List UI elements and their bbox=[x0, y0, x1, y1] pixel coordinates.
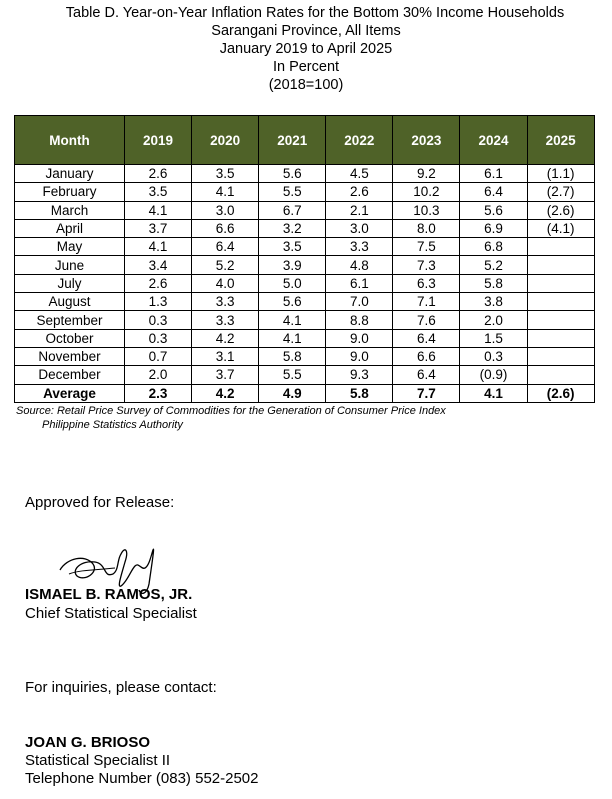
value-cell: 4.1 bbox=[259, 311, 326, 329]
value-cell: 6.9 bbox=[460, 219, 527, 237]
column-header-year: 2021 bbox=[259, 116, 326, 165]
value-cell: 5.2 bbox=[460, 256, 527, 274]
table-row bbox=[15, 274, 595, 292]
value-cell: 4.1 bbox=[125, 238, 192, 256]
value-cell bbox=[527, 238, 594, 256]
table-header-row bbox=[15, 116, 595, 165]
signer-title: Chief Statistical Specialist bbox=[25, 605, 197, 622]
average-value: (2.6) bbox=[527, 384, 594, 402]
value-cell bbox=[527, 311, 594, 329]
value-cell: 4.5 bbox=[326, 165, 393, 183]
table-row bbox=[15, 311, 595, 329]
table-row bbox=[15, 256, 595, 274]
average-row bbox=[15, 384, 595, 402]
month-cell: June bbox=[15, 256, 125, 274]
approved-label: Approved for Release: bbox=[25, 494, 175, 511]
value-cell: 2.0 bbox=[460, 311, 527, 329]
table-row bbox=[15, 219, 595, 237]
table-row bbox=[15, 293, 595, 311]
average-value: 7.7 bbox=[393, 384, 460, 402]
value-cell: 1.5 bbox=[460, 329, 527, 347]
value-cell: 10.2 bbox=[393, 183, 460, 201]
value-cell: 5.5 bbox=[259, 183, 326, 201]
value-cell: 4.8 bbox=[326, 256, 393, 274]
value-cell: 3.7 bbox=[125, 219, 192, 237]
month-cell: July bbox=[15, 274, 125, 292]
value-cell: 1.3 bbox=[125, 293, 192, 311]
value-cell: 5.6 bbox=[259, 165, 326, 183]
value-cell: 2.6 bbox=[326, 183, 393, 201]
value-cell: 2.6 bbox=[125, 274, 192, 292]
value-cell: 6.8 bbox=[460, 238, 527, 256]
value-cell: 3.2 bbox=[259, 219, 326, 237]
value-cell: 0.3 bbox=[460, 347, 527, 365]
value-cell: 0.3 bbox=[125, 329, 192, 347]
value-cell: 6.7 bbox=[259, 201, 326, 219]
inflation-table bbox=[14, 115, 595, 403]
value-cell: 5.2 bbox=[192, 256, 259, 274]
column-header-year: 2024 bbox=[460, 116, 527, 165]
value-cell: 6.6 bbox=[192, 219, 259, 237]
column-header-year: 2023 bbox=[393, 116, 460, 165]
table-row bbox=[15, 366, 595, 384]
value-cell: 3.3 bbox=[326, 238, 393, 256]
value-cell: 6.4 bbox=[393, 366, 460, 384]
value-cell: 3.8 bbox=[460, 293, 527, 311]
average-value: 5.8 bbox=[326, 384, 393, 402]
value-cell: 3.0 bbox=[326, 219, 393, 237]
value-cell: 6.4 bbox=[393, 329, 460, 347]
month-cell: November bbox=[15, 347, 125, 365]
average-value: 4.1 bbox=[460, 384, 527, 402]
month-cell: May bbox=[15, 238, 125, 256]
value-cell: 0.7 bbox=[125, 347, 192, 365]
title-line-4: In Percent bbox=[272, 59, 340, 75]
value-cell: 7.3 bbox=[393, 256, 460, 274]
value-cell: 9.0 bbox=[326, 347, 393, 365]
value-cell: 3.5 bbox=[259, 238, 326, 256]
table-body bbox=[15, 165, 595, 403]
value-cell: 7.6 bbox=[393, 311, 460, 329]
value-cell: 6.3 bbox=[393, 274, 460, 292]
value-cell: 3.0 bbox=[192, 201, 259, 219]
value-cell: 0.3 bbox=[125, 311, 192, 329]
value-cell bbox=[527, 256, 594, 274]
column-header-year: 2022 bbox=[326, 116, 393, 165]
inquiries-label: For inquiries, please contact: bbox=[25, 679, 217, 696]
value-cell: 3.1 bbox=[192, 347, 259, 365]
value-cell: 2.1 bbox=[326, 201, 393, 219]
value-cell bbox=[527, 293, 594, 311]
month-cell: August bbox=[15, 293, 125, 311]
value-cell: (1.1) bbox=[527, 165, 594, 183]
value-cell: (4.1) bbox=[527, 219, 594, 237]
value-cell: 9.0 bbox=[326, 329, 393, 347]
month-cell: October bbox=[15, 329, 125, 347]
value-cell bbox=[527, 274, 594, 292]
month-cell: February bbox=[15, 183, 125, 201]
value-cell: (0.9) bbox=[460, 366, 527, 384]
value-cell: 7.1 bbox=[393, 293, 460, 311]
average-value: 4.2 bbox=[192, 384, 259, 402]
title-line-3: January 2019 to April 2025 bbox=[219, 41, 393, 57]
value-cell bbox=[527, 347, 594, 365]
column-header-year: 2019 bbox=[125, 116, 192, 165]
value-cell: 2.6 bbox=[125, 165, 192, 183]
report-title bbox=[0, 4, 612, 94]
value-cell: 5.6 bbox=[460, 201, 527, 219]
value-cell: 4.0 bbox=[192, 274, 259, 292]
value-cell: 5.0 bbox=[259, 274, 326, 292]
table-row bbox=[15, 347, 595, 365]
value-cell: 3.4 bbox=[125, 256, 192, 274]
average-value: 2.3 bbox=[125, 384, 192, 402]
source-agency: Philippine Statistics Authority bbox=[42, 419, 183, 431]
contact-title: Statistical Specialist II bbox=[25, 752, 171, 769]
value-cell: (2.7) bbox=[527, 183, 594, 201]
value-cell: 6.6 bbox=[393, 347, 460, 365]
month-cell: January bbox=[15, 165, 125, 183]
value-cell: 8.0 bbox=[393, 219, 460, 237]
value-cell: 7.0 bbox=[326, 293, 393, 311]
value-cell: 3.5 bbox=[192, 165, 259, 183]
table-row bbox=[15, 201, 595, 219]
value-cell bbox=[527, 366, 594, 384]
value-cell: 5.8 bbox=[460, 274, 527, 292]
month-cell: September bbox=[15, 311, 125, 329]
value-cell: 6.4 bbox=[460, 183, 527, 201]
average-label: Average bbox=[15, 384, 125, 402]
value-cell: 3.5 bbox=[125, 183, 192, 201]
value-cell: 9.3 bbox=[326, 366, 393, 384]
value-cell: 6.4 bbox=[192, 238, 259, 256]
table-row bbox=[15, 238, 595, 256]
column-header-year: 2025 bbox=[527, 116, 594, 165]
value-cell bbox=[527, 329, 594, 347]
value-cell: (2.6) bbox=[527, 201, 594, 219]
value-cell: 8.8 bbox=[326, 311, 393, 329]
value-cell: 4.1 bbox=[259, 329, 326, 347]
value-cell: 2.0 bbox=[125, 366, 192, 384]
table-row bbox=[15, 165, 595, 183]
month-cell: December bbox=[15, 366, 125, 384]
value-cell: 7.5 bbox=[393, 238, 460, 256]
value-cell: 6.1 bbox=[460, 165, 527, 183]
value-cell: 4.1 bbox=[125, 201, 192, 219]
title-line-5: (2018=100) bbox=[268, 77, 344, 93]
month-cell: March bbox=[15, 201, 125, 219]
signer-name: ISMAEL B. RAMOS, JR. bbox=[25, 586, 193, 603]
value-cell: 10.3 bbox=[393, 201, 460, 219]
value-cell: 3.7 bbox=[192, 366, 259, 384]
value-cell: 9.2 bbox=[393, 165, 460, 183]
value-cell: 3.3 bbox=[192, 311, 259, 329]
source-line: Source: Retail Price Survey of Commodities for the Generation of Consumer Price Index bbox=[16, 405, 446, 417]
table-row bbox=[15, 183, 595, 201]
value-cell: 5.6 bbox=[259, 293, 326, 311]
value-cell: 4.2 bbox=[192, 329, 259, 347]
title-line-1: Table D. Year-on-Year Inflation Rates for the Bottom 30% Income Households bbox=[65, 5, 565, 21]
contact-name: JOAN G. BRIOSO bbox=[25, 734, 151, 751]
value-cell: 5.8 bbox=[259, 347, 326, 365]
value-cell: 5.5 bbox=[259, 366, 326, 384]
value-cell: 6.1 bbox=[326, 274, 393, 292]
column-header-month: Month bbox=[15, 116, 125, 165]
source-note bbox=[16, 404, 446, 432]
month-cell: April bbox=[15, 219, 125, 237]
contact-phone: Telephone Number (083) 552-2502 bbox=[25, 770, 259, 787]
title-line-2: Sarangani Province, All Items bbox=[211, 23, 401, 39]
column-header-year: 2020 bbox=[192, 116, 259, 165]
table-row bbox=[15, 329, 595, 347]
value-cell: 3.9 bbox=[259, 256, 326, 274]
value-cell: 3.3 bbox=[192, 293, 259, 311]
value-cell: 4.1 bbox=[192, 183, 259, 201]
average-value: 4.9 bbox=[259, 384, 326, 402]
